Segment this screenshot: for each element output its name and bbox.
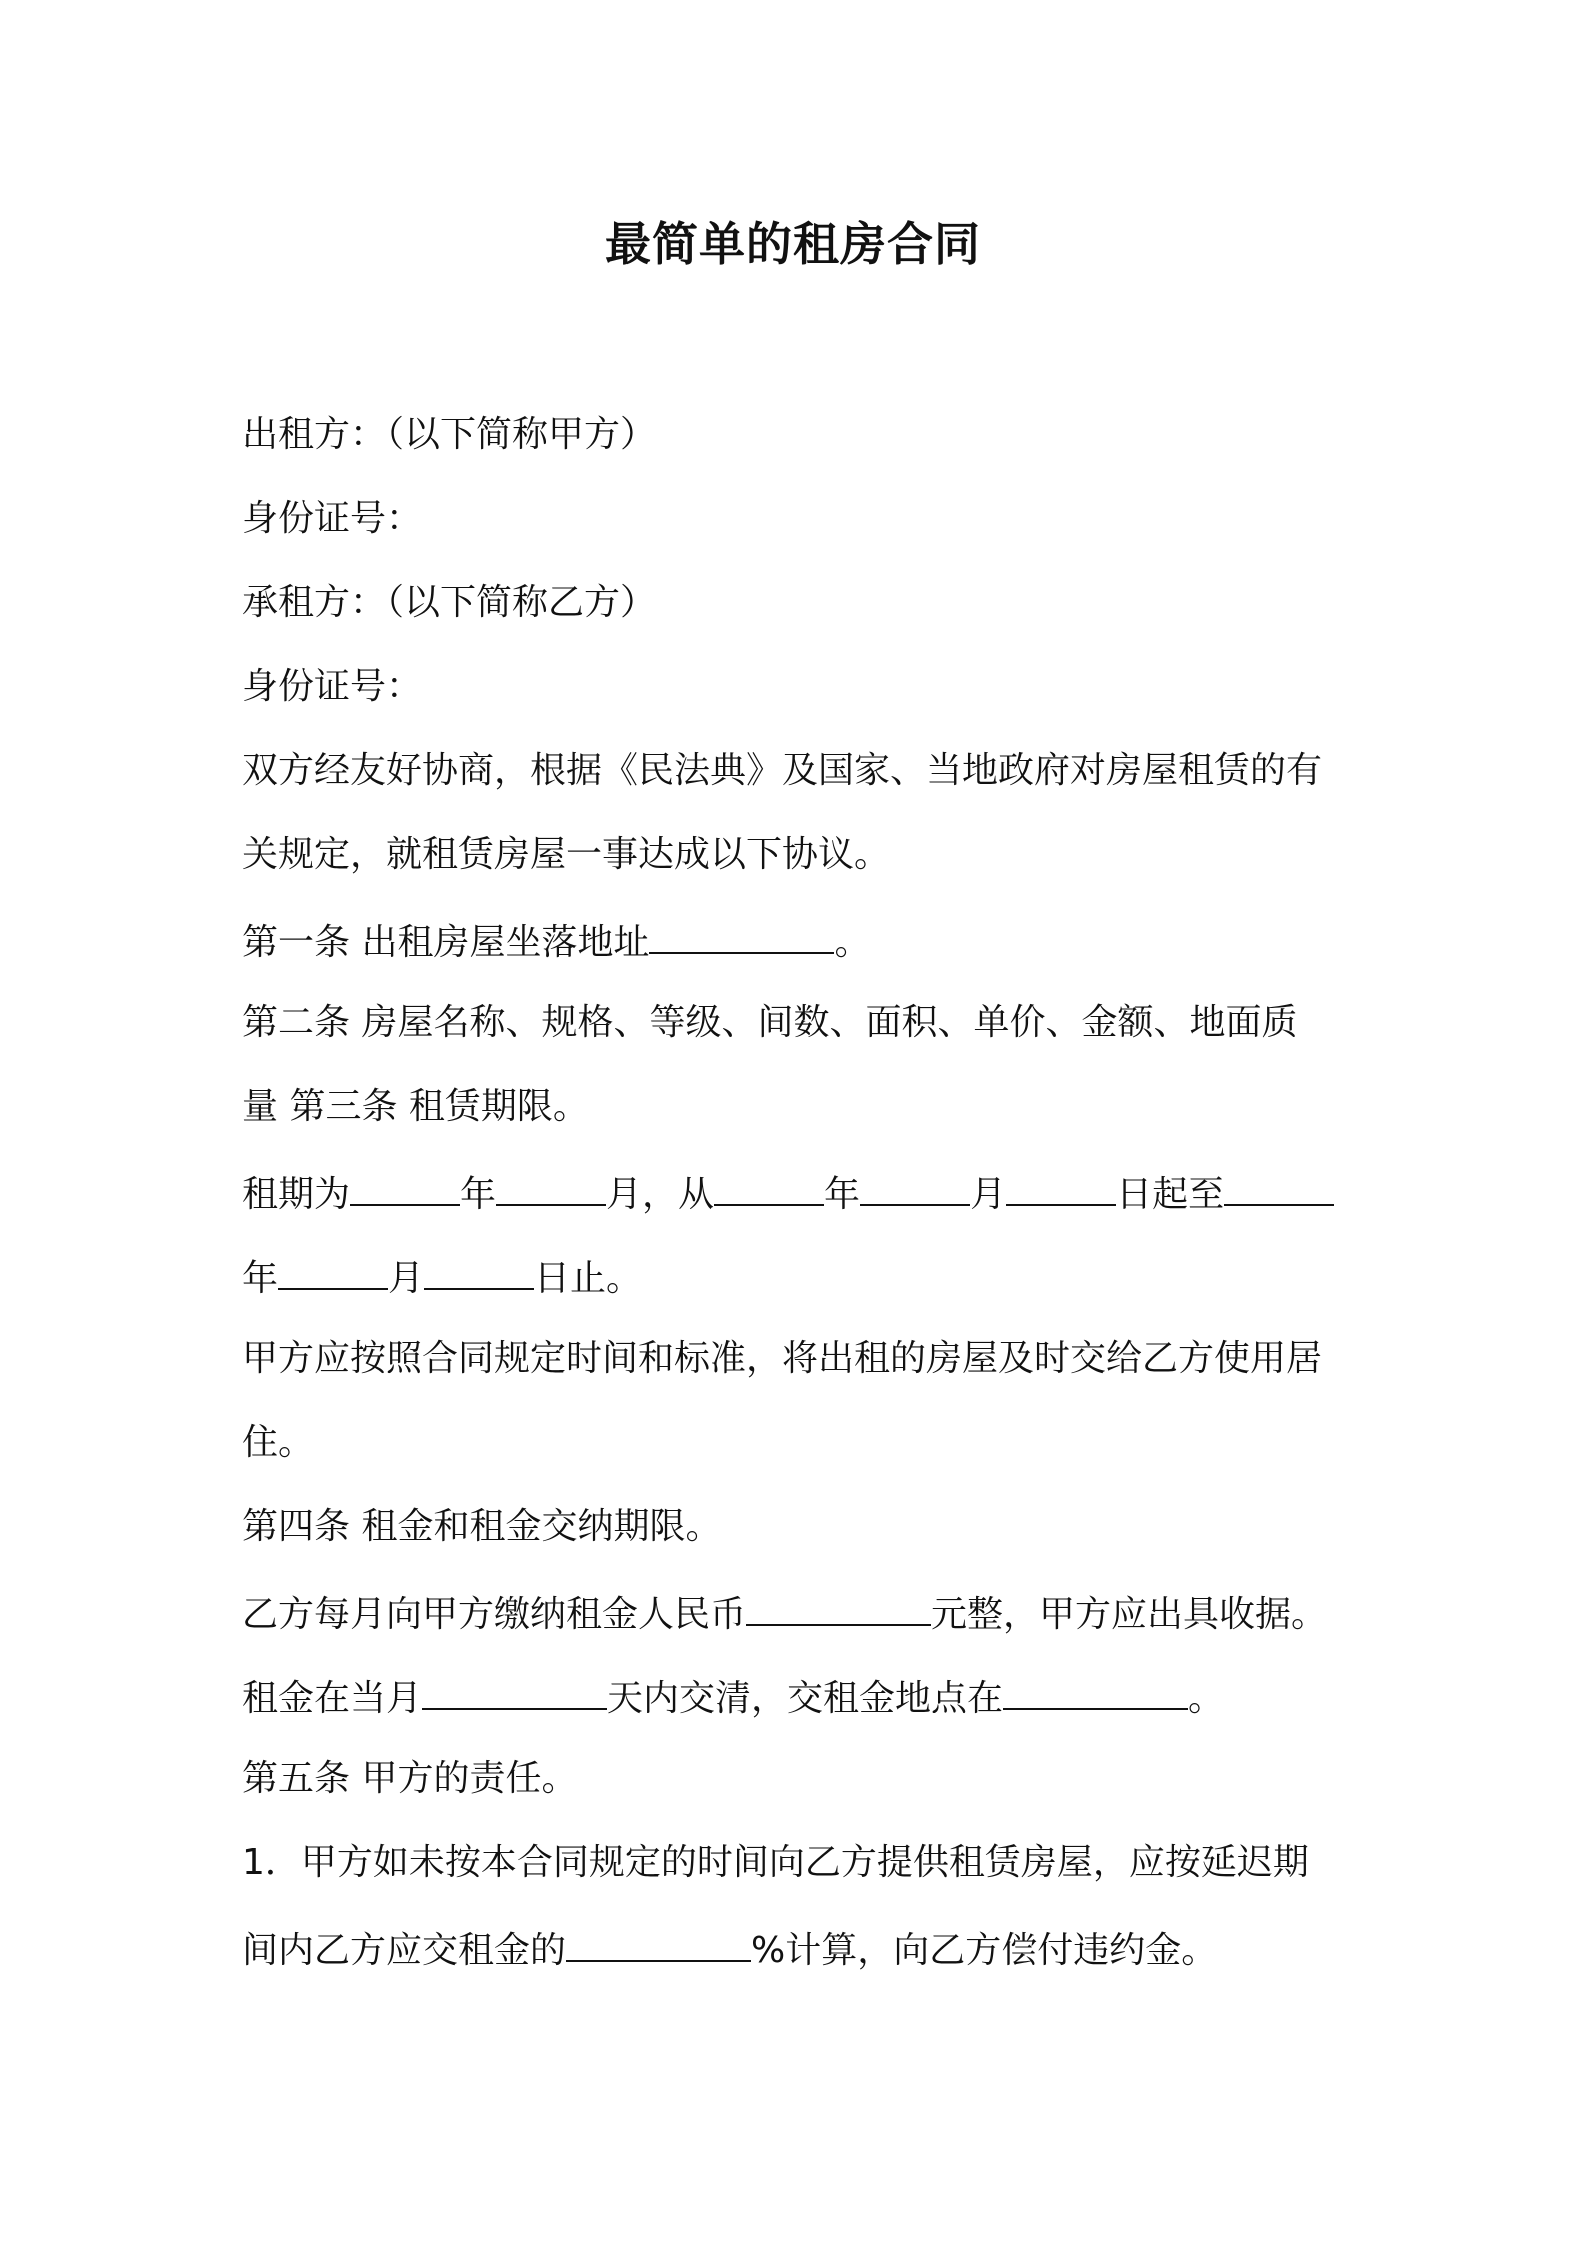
payment-line [242,1668,1362,1726]
end-month-label: 月 [388,1258,425,1299]
end-day-blank [424,1248,534,1290]
penalty-percent-blank [566,1920,751,1962]
lessee-id-line: 身份证号： [242,666,423,707]
end-year-label: 年 [242,1258,279,1299]
lessor-line: 出租方：（以下简称甲方） [242,414,657,455]
rent-line [242,1584,1362,1642]
clause-1-suffix: %计算，向乙方偿付违约金。 [751,1930,1218,1971]
article-1-end: 。 [834,922,871,963]
start-year-label: 年 [824,1174,861,1215]
intro-line-1: 双方经友好协商，根据《民法典》及国家、当地政府对房屋租赁的有 [242,750,1323,791]
document-title: 最简单的租房合同 [605,217,981,271]
term-prefix: 租期为 [242,1174,351,1215]
end-month-blank [278,1248,388,1290]
article-2-line-2: 量 第三条 租赁期限。 [242,1086,589,1127]
delivery-line-2: 住。 [242,1422,315,1463]
clause-1-line-1: 1．甲方如未按本合同规定的时间向乙方提供租赁房屋，应按延迟期 [242,1842,1309,1883]
intro-line-2: 关规定，就租赁房屋一事达成以下协议。 [242,834,891,875]
term-years-blank [350,1164,460,1206]
clause-1-line-2 [242,1920,1362,1978]
article-5-line: 第五条 甲方的责任。 [242,1758,578,1799]
article-1-text: 第一条 出租房屋坐落地址 [242,922,650,963]
term-line-1 [242,1164,1362,1222]
start-day-label: 日起至 [1116,1174,1225,1215]
article-2-line-1: 第二条 房屋名称、规格、等级、间数、面积、单价、金额、地面质 [242,1002,1298,1043]
term-months-blank [496,1164,606,1206]
article-4-line: 第四条 租金和租金交纳期限。 [242,1506,722,1547]
end-year-blank [1224,1164,1334,1206]
payment-prefix: 租金在当月 [242,1678,423,1719]
address-blank [649,912,834,954]
term-month-from-label: 月，从 [606,1174,715,1215]
clause-1-prefix: 间内乙方应交租金的 [242,1930,567,1971]
payment-days-blank [422,1668,607,1710]
delivery-line-1: 甲方应按照合同规定时间和标准，将出租的房屋及时交给乙方使用居 [242,1338,1323,1379]
rent-prefix: 乙方每月向甲方缴纳租金人民币 [242,1594,747,1635]
start-day-blank [1006,1164,1116,1206]
lessor-id-line: 身份证号： [242,498,423,539]
start-month-blank [860,1164,970,1206]
rent-suffix: 元整，甲方应出具收据。 [931,1594,1328,1635]
article-1-line [242,912,1362,970]
term-year-label: 年 [460,1174,497,1215]
end-day-label: 日止。 [534,1258,643,1299]
payment-place-blank [1003,1668,1188,1710]
term-line-2 [242,1248,1362,1306]
lessee-line: 承租方：（以下简称乙方） [242,582,657,623]
start-month-label: 月 [970,1174,1007,1215]
rent-amount-blank [746,1584,931,1626]
payment-middle: 天内交清，交租金地点在 [607,1678,1004,1719]
payment-end: 。 [1188,1678,1225,1719]
start-year-blank [714,1164,824,1206]
